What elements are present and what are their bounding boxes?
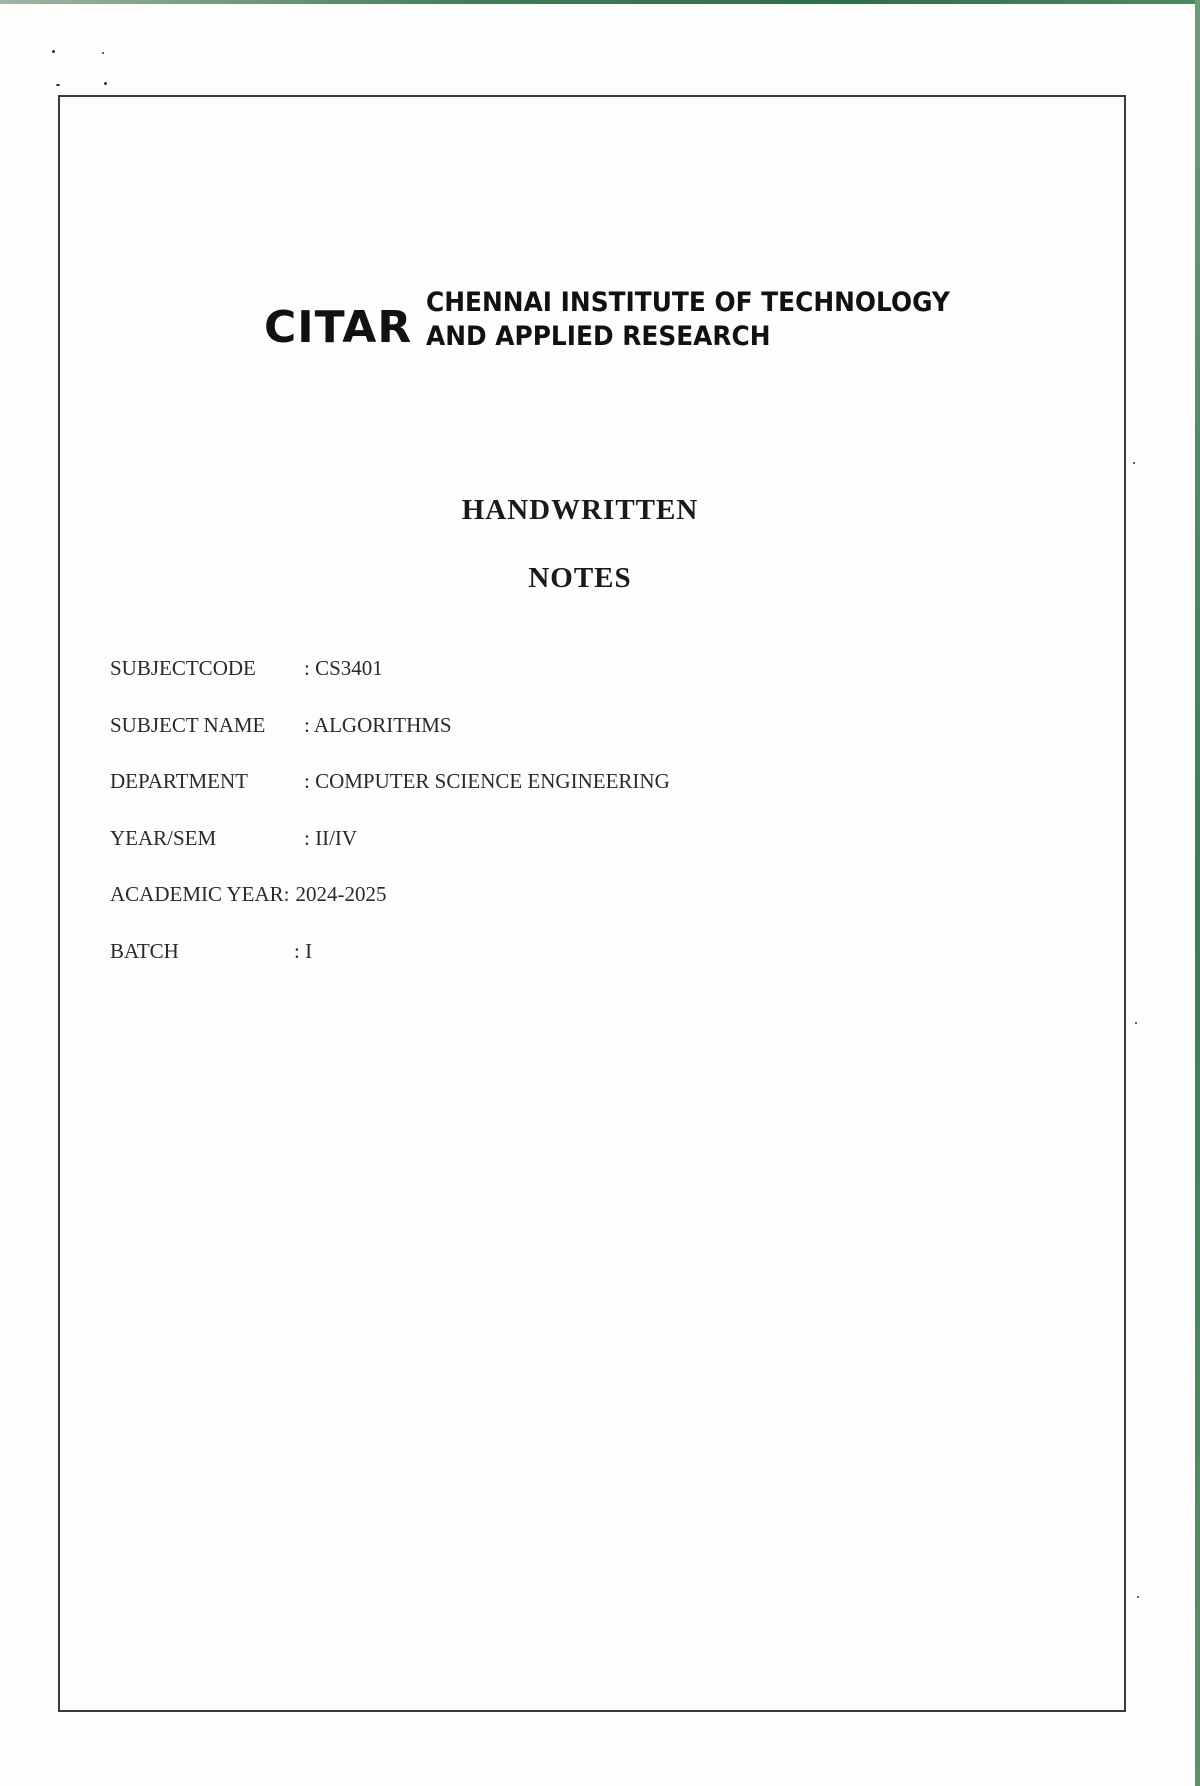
detail-row-subject-name — [110, 713, 670, 770]
scan-speck — [1133, 462, 1135, 464]
scan-speck — [1137, 1596, 1139, 1598]
detail-row-department — [110, 769, 670, 826]
detail-row-subject-code — [110, 656, 670, 713]
subject-code-value: : CS3401 — [304, 656, 383, 680]
subject-name-label: SUBJECT NAME — [110, 712, 266, 737]
scan-speck — [102, 52, 104, 54]
detail-row-year-sem — [110, 826, 670, 883]
scan-right-edge — [1195, 0, 1200, 1786]
scan-top-edge — [0, 0, 1200, 4]
scan-speck — [52, 50, 55, 53]
year-sem-label: YEAR/SEM — [110, 825, 217, 850]
subject-code-label: SUBJECTCODE — [110, 656, 256, 680]
academic-year-label: ACADEMIC YEAR: — [110, 882, 290, 906]
department-value: : COMPUTER SCIENCE ENGINEERING — [304, 769, 670, 793]
institute-name — [426, 286, 950, 354]
subject-name-value: : ALGORITHMS — [304, 712, 452, 737]
batch-label: BATCH — [110, 938, 179, 963]
document-title-line2: NOTES — [528, 562, 632, 594]
academic-year-value: 2024-2025 — [295, 882, 387, 906]
scan-speck — [104, 82, 107, 85]
institute-logo: CITAR — [264, 301, 413, 353]
department-label: DEPARTMENT — [110, 769, 248, 793]
scan-speck — [1135, 1022, 1137, 1024]
institute-name-line1: CHENNAI INSTITUTE OF TECHNOLOGY — [426, 287, 951, 318]
institute-header — [264, 286, 996, 354]
batch-value: : I — [294, 938, 313, 963]
scan-speck — [56, 84, 60, 86]
year-sem-value: : II/IV — [304, 825, 358, 850]
document-title-line1: HANDWRITTEN — [461, 494, 699, 526]
detail-row-academic-year — [110, 882, 670, 939]
detail-row-batch — [110, 939, 670, 996]
course-details — [110, 656, 670, 995]
institute-name-line2: AND APPLIED RESEARCH — [426, 321, 771, 352]
